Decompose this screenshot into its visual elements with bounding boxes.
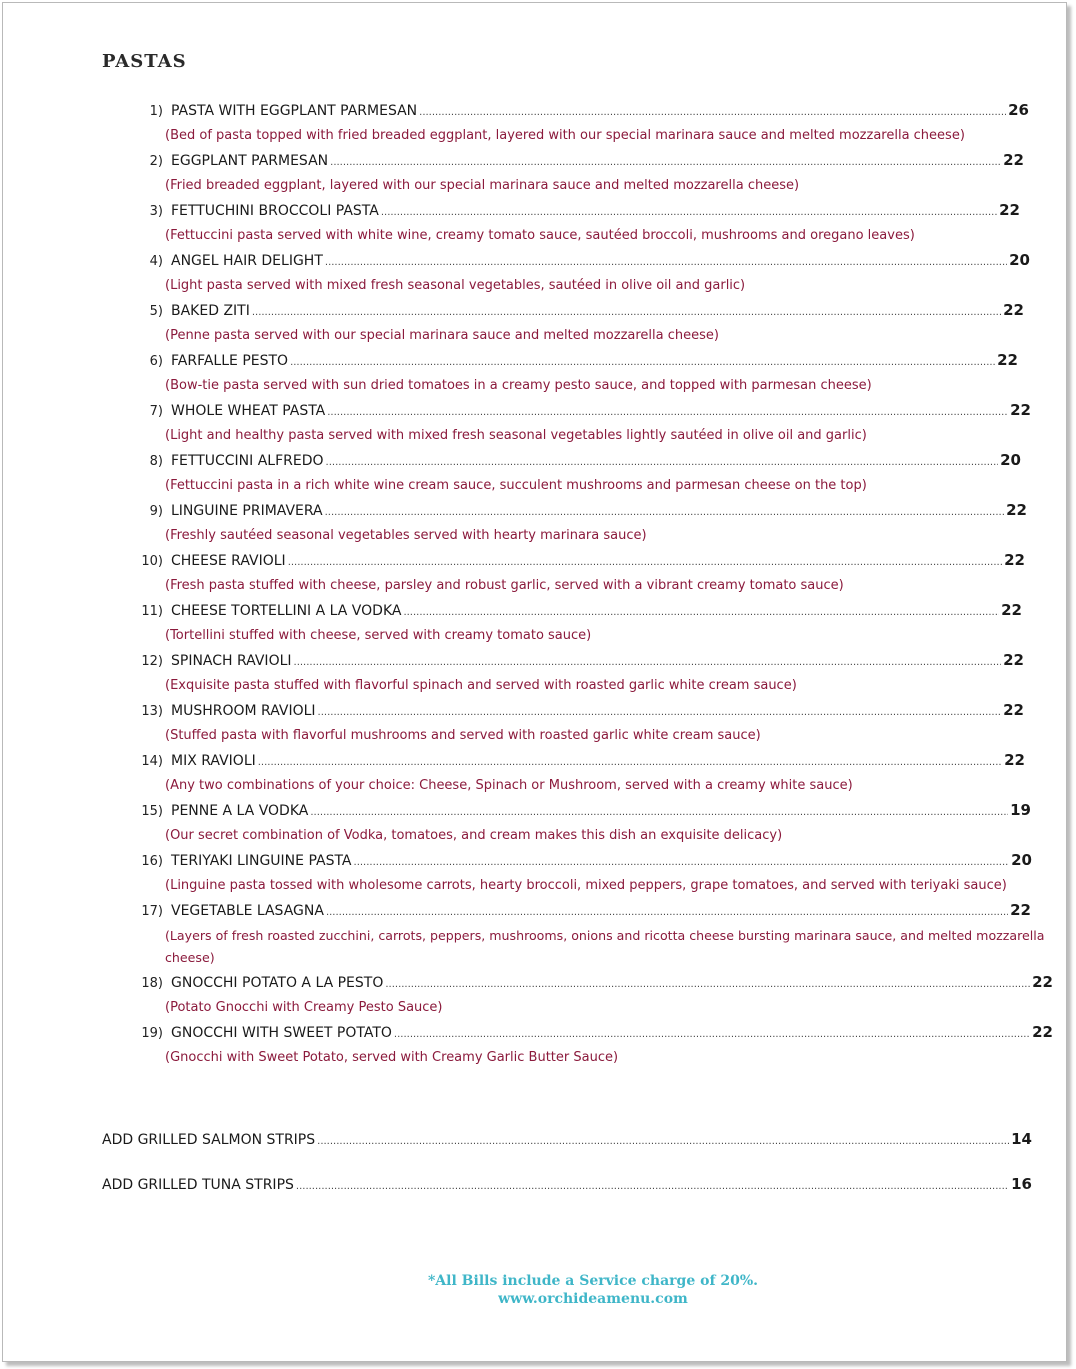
service-charge-note: *All Bills include a Service charge of 20%. — [427, 1273, 759, 1289]
item-name: LINGUINE PRIMAVERA — [171, 503, 323, 519]
menu-page — [2, 2, 1067, 1362]
dot-leader — [310, 807, 1008, 818]
item-description: (Fried breaded eggplant, layered with our special marinara sauce and melted mozzarella cheese) — [165, 178, 800, 193]
item-price: 22 — [1003, 651, 1024, 669]
addon-price: 14 — [1011, 1130, 1032, 1148]
item-description: (Layers of fresh roasted zucchini, carrots, peppers, mushrooms, onions and ricotta cheese bursting marinara sauce, and melted mozzarella cheese) — [165, 928, 1045, 965]
item-number: 12) — [141, 654, 163, 669]
item-name: PASTA WITH EGGPLANT PARMESAN — [171, 103, 418, 119]
item-price: 19 — [1010, 801, 1031, 819]
item-number: 15) — [141, 804, 163, 819]
item-name: PENNE A LA VODKA — [171, 803, 309, 819]
item-name: ANGEL HAIR DELIGHT — [171, 253, 323, 269]
menu-item — [129, 201, 1020, 247]
dot-leader — [330, 157, 1001, 168]
dot-leader — [325, 257, 1007, 268]
section-title: PASTAS — [102, 51, 187, 72]
dot-leader — [327, 407, 1008, 418]
item-price: 22 — [999, 201, 1020, 219]
item-name: FETTUCCINI ALFREDO — [171, 453, 324, 469]
item-name: EGGPLANT PARMESAN — [171, 153, 329, 169]
item-name: MIX RAVIOLI — [171, 753, 256, 769]
item-price: 22 — [1004, 551, 1025, 569]
menu-item — [129, 251, 1030, 297]
item-name: BAKED ZITI — [171, 303, 250, 319]
item-description: (Any two combinations of your choice: Cheese, Spinach or Mushroom, served with a creamy white sauce) — [165, 778, 853, 793]
item-name: WHOLE WHEAT PASTA — [171, 403, 326, 419]
dot-leader — [296, 1181, 1009, 1192]
menu-item — [129, 551, 1025, 597]
item-price: 22 — [1010, 901, 1031, 919]
item-number: 16) — [141, 854, 163, 869]
addon-item — [102, 1130, 1032, 1152]
dot-leader — [317, 1136, 1009, 1147]
item-description: (Light pasta served with mixed fresh seasonal vegetables, sautéed in olive oil and garlic) — [165, 278, 746, 293]
menu-item — [129, 501, 1027, 547]
menu-item — [129, 351, 1018, 397]
item-price: 20 — [1009, 251, 1030, 269]
dot-leader — [403, 607, 999, 618]
item-number: 1) — [149, 104, 163, 119]
menu-item — [129, 701, 1024, 747]
menu-item — [129, 101, 1029, 147]
item-number: 5) — [149, 304, 163, 319]
dot-leader — [385, 979, 1030, 990]
item-price: 22 — [1010, 401, 1031, 419]
dot-leader — [288, 557, 1002, 568]
item-name: FARFALLE PESTO — [171, 353, 289, 369]
item-description: (Bow-tie pasta served with sun dried tomatoes in a creamy pesto sauce, and topped with parmesan cheese) — [165, 378, 872, 393]
menu-item — [129, 401, 1031, 447]
item-price: 22 — [1032, 973, 1053, 991]
dot-leader — [318, 707, 1002, 718]
item-price: 26 — [1008, 101, 1029, 119]
item-name: CHEESE RAVIOLI — [171, 553, 286, 569]
item-description: (Potato Gnocchi with Creamy Pesto Sauce) — [165, 1000, 443, 1015]
item-description: (Freshly sautéed seasonal vegetables served with hearty marinara sauce) — [165, 528, 647, 543]
item-description: (Penne pasta served with our special marinara sauce and melted mozzarella cheese) — [165, 328, 719, 343]
item-description: (Tortellini stuffed with cheese, served with creamy tomato sauce) — [165, 628, 592, 643]
item-description: (Exquisite pasta stuffed with flavorful spinach and served with roasted garlic white cream sauce) — [165, 678, 797, 693]
dot-leader — [290, 357, 995, 368]
item-description: (Linguine pasta tossed with wholesome carrots, hearty broccoli, mixed peppers, grape tomatoes, and served with teriyaki sauce) — [165, 878, 1007, 893]
item-name: CHEESE TORTELLINI A LA VODKA — [171, 603, 402, 619]
item-description: (Gnocchi with Sweet Potato, served with Creamy Garlic Butter Sauce) — [165, 1050, 619, 1065]
item-price: 22 — [1003, 301, 1024, 319]
dot-leader — [419, 107, 1006, 118]
item-number: 4) — [149, 254, 163, 269]
menu-item — [129, 601, 1022, 647]
item-number: 18) — [141, 976, 163, 991]
dot-leader — [294, 657, 1002, 668]
item-name: MUSHROOM RAVIOLI — [171, 703, 316, 719]
item-name: TERIYAKI LINGUINE PASTA — [171, 853, 352, 869]
menu-item — [129, 851, 1032, 897]
item-price: 22 — [1001, 601, 1022, 619]
dot-leader — [394, 1029, 1030, 1040]
dot-leader — [354, 857, 1010, 868]
item-number: 9) — [149, 504, 163, 519]
menu-item — [129, 751, 1025, 797]
item-number: 13) — [141, 704, 163, 719]
footer — [0, 1272, 1076, 1308]
item-name: GNOCCHI POTATO A LA PESTO — [171, 975, 384, 991]
website-link[interactable]: www.orchideamenu.com — [498, 1291, 688, 1307]
menu-item — [129, 801, 1031, 847]
item-name: SPINACH RAVIOLI — [171, 653, 292, 669]
item-number: 10) — [141, 554, 163, 569]
item-number: 17) — [141, 904, 163, 919]
item-name: GNOCCHI WITH SWEET POTATO — [171, 1025, 392, 1041]
menu-item — [129, 901, 1067, 969]
item-price: 22 — [1032, 1023, 1053, 1041]
item-description: (Light and healthy pasta served with mixed fresh seasonal vegetables lightly sautéed in olive oil and garlic) — [165, 428, 867, 443]
addon-name: ADD GRILLED TUNA STRIPS — [102, 1177, 294, 1193]
addon-price: 16 — [1011, 1175, 1032, 1193]
menu-item — [129, 451, 1021, 497]
item-number: 7) — [149, 404, 163, 419]
item-number: 2) — [149, 154, 163, 169]
dot-leader — [326, 907, 1008, 918]
item-price: 20 — [1011, 851, 1032, 869]
menu-item — [129, 651, 1024, 697]
dot-leader — [252, 307, 1001, 318]
item-price: 22 — [997, 351, 1018, 369]
item-description: (Fettuccini pasta served with white wine, creamy tomato sauce, sautéed broccoli, mushrooms and oregano leaves) — [165, 228, 915, 243]
dot-leader — [326, 457, 999, 468]
item-description: (Bed of pasta topped with fried breaded eggplant, layered with our special marinara sauce and melted mozzarella cheese) — [165, 128, 965, 143]
item-number: 11) — [141, 604, 163, 619]
dot-leader — [381, 207, 997, 218]
menu-item — [129, 1023, 1053, 1069]
item-number: 14) — [141, 754, 163, 769]
dot-leader — [258, 757, 1002, 768]
item-price: 22 — [1006, 501, 1027, 519]
item-number: 6) — [149, 354, 163, 369]
addon-item — [102, 1175, 1032, 1197]
item-description: (Our secret combination of Vodka, tomatoes, and cream makes this dish an exquisite delicacy) — [165, 828, 783, 843]
item-number: 3) — [149, 204, 163, 219]
item-description: (Stuffed pasta with flavorful mushrooms and served with roasted garlic white cream sauce) — [165, 728, 761, 743]
item-name: FETTUCHINI BROCCOLI PASTA — [171, 203, 379, 219]
item-description: (Fresh pasta stuffed with cheese, parsley and robust garlic, served with a vibrant creamy tomato sauce) — [165, 578, 844, 593]
item-price: 20 — [1000, 451, 1021, 469]
addon-name: ADD GRILLED SALMON STRIPS — [102, 1132, 316, 1148]
item-name: VEGETABLE LASAGNA — [171, 903, 324, 919]
dot-leader — [325, 507, 1005, 518]
menu-item — [129, 301, 1024, 347]
item-number: 19) — [141, 1026, 163, 1041]
item-description: (Fettuccini pasta in a rich white wine cream sauce, succulent mushrooms and parmesan cheese on the top) — [165, 478, 867, 493]
item-price: 22 — [1003, 151, 1024, 169]
item-number: 8) — [149, 454, 163, 469]
item-price: 22 — [1004, 751, 1025, 769]
menu-item — [129, 151, 1024, 197]
menu-item — [129, 973, 1053, 1019]
item-price: 22 — [1003, 701, 1024, 719]
